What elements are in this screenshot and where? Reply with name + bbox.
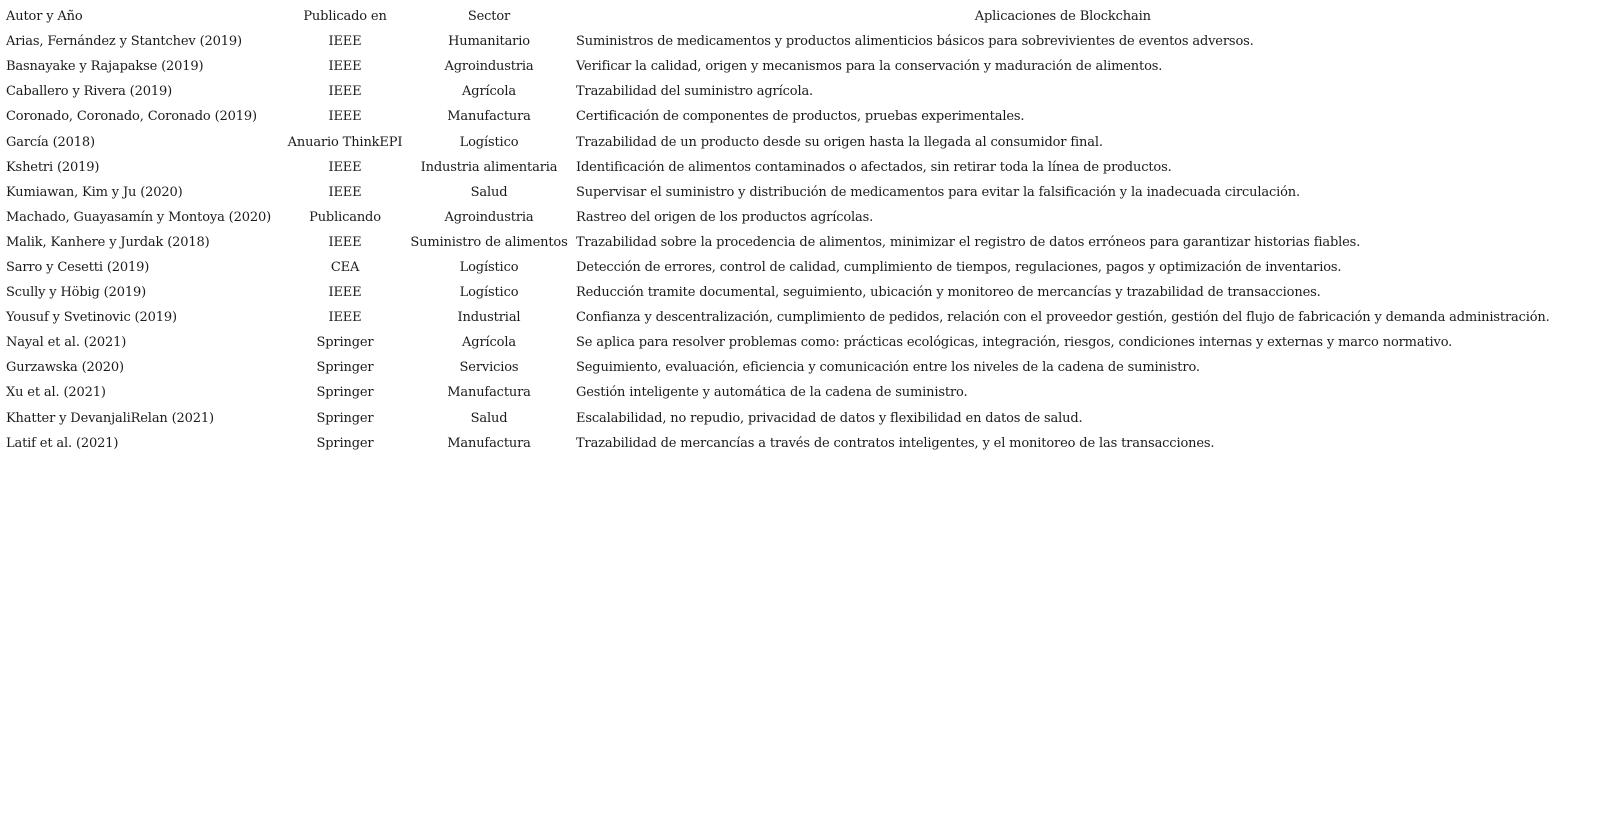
cell-sector: Agrícola [462,335,516,351]
cell-sector: Manufactura [447,385,531,401]
cell-published: Publicando [309,209,381,225]
cell-applications: Verificar la calidad, origen y mecanismos para la conservación y maduración de alimentos. [576,59,1163,75]
cell-sector: Agrícola [462,84,516,100]
table-row [6,29,1550,54]
cell-sector: Logístico [459,134,519,150]
header-row [6,4,1550,29]
table-row [6,54,1550,79]
cell-sector: Logístico [459,259,519,275]
cell-applications: Trazabilidad sobre la procedencia de alimentos, minimizar el registro de datos erróneos para garantizar historias fiables. [576,234,1361,250]
cell-sector: Salud [470,184,508,200]
header-author: Autor y Año [6,9,83,25]
cell-author: Yousuf y Svetinovic (2019) [6,310,177,326]
cell-applications: Se aplica para resolver problemas como: prácticas ecológicas, integración, riesgos, condiciones internas y externas y marco normativo. [576,335,1453,351]
cell-author: Caballero y Rivera (2019) [6,84,172,100]
cell-sector: Servicios [459,360,519,376]
cell-published: IEEE [328,59,362,75]
table-row [6,129,1550,154]
cell-published: Springer [316,335,374,351]
cell-author: Khatter y DevanjaliRelan (2021) [6,410,214,426]
table-row [6,406,1550,431]
cell-author: Sarro y Cesetti (2019) [6,259,150,275]
table-header [6,4,1550,29]
cell-sector: Industria alimentaria [420,159,558,175]
cell-published: Springer [316,360,374,376]
cell-author: García (2018) [6,134,95,150]
cell-applications: Seguimiento, evaluación, eficiencia y comunicación entre los niveles de la cadena de suministro. [576,360,1200,376]
cell-published: Springer [316,435,374,451]
cell-published: CEA [330,259,360,275]
cell-author: Basnayake y Rajapakse (2019) [6,59,204,75]
table-row [6,155,1550,180]
cell-author: Scully y Höbig (2019) [6,285,147,301]
cell-applications: Trazabilidad de un producto desde su origen hasta la llegada al consumidor final. [576,134,1103,150]
table-row [6,355,1550,380]
cell-applications: Reducción tramite documental, seguimiento, ubicación y monitoreo de mercancías y trazabilidad de transacciones. [576,285,1321,301]
table-row [6,380,1550,405]
cell-published: IEEE [328,310,362,326]
cell-applications: Detección de errores, control de calidad, cumplimiento de tiempos, regulaciones, pagos y optimización de inventarios. [576,259,1342,275]
cell-published: Springer [316,410,374,426]
cell-sector: Industrial [457,310,521,326]
cell-sector: Suministro de alimentos [410,234,568,250]
cell-sector: Humanitario [448,34,530,50]
header-sector: Sector [467,9,511,25]
cell-applications: Confianza y descentralización, cumplimiento de pedidos, relación con el proveedor gestión, gestión del flujo de fabricación y demanda administración. [576,310,1550,326]
table-row [6,305,1550,330]
cell-published: IEEE [328,109,362,125]
cell-author: Machado, Guayasamín y Montoya (2020) [6,209,271,225]
cell-author: Kshetri (2019) [6,159,100,175]
cell-author: Nayal et al. (2021) [6,335,127,351]
cell-published: IEEE [328,285,362,301]
cell-applications: Certificación de componentes de productos, pruebas experimentales. [576,109,1025,125]
cell-sector: Agroindustria [444,209,534,225]
cell-published: Anuario ThinkEPI [287,134,403,150]
header-applications: Aplicaciones de Blockchain [974,9,1151,25]
cell-sector: Manufactura [447,435,531,451]
cell-published: IEEE [328,34,362,50]
cell-author: Coronado, Coronado, Coronado (2019) [6,109,257,125]
cell-published: Springer [316,385,374,401]
cell-published: IEEE [328,84,362,100]
cell-sector: Manufactura [447,109,531,125]
cell-applications: Escalabilidad, no repudio, privacidad de datos y flexibilidad en datos de salud. [576,410,1083,426]
cell-applications: Identificación de alimentos contaminados o afectados, sin retirar toda la línea de productos. [576,159,1172,175]
cell-sector: Agroindustria [444,59,534,75]
cell-sector: Salud [470,410,508,426]
cell-author: Arias, Fernández y Stantchev (2019) [6,34,242,50]
cell-author: Xu et al. (2021) [6,385,106,401]
table-body [6,29,1550,456]
table-row [6,280,1550,305]
cell-published: IEEE [328,184,362,200]
table-row [6,255,1550,280]
table-row [6,230,1550,255]
cell-sector: Logístico [459,285,519,301]
cell-applications: Supervisar el suministro y distribución de medicamentos para evitar la falsificación y la inadecuada circulación. [576,184,1301,200]
cell-author: Kumiawan, Kim y Ju (2020) [6,184,183,200]
cell-applications: Gestión inteligente y automática de la cadena de suministro. [576,385,968,401]
cell-applications: Rastreo del origen de los productos agrícolas. [576,209,874,225]
table-row [6,431,1550,456]
cell-author: Gurzawska (2020) [6,360,124,376]
blockchain-applications-table [6,4,1550,456]
header-published: Publicado en [303,9,387,25]
table-row [6,79,1550,104]
table-row [6,104,1550,129]
table-row [6,180,1550,205]
cell-applications: Trazabilidad de mercancías a través de contratos inteligentes, y el monitoreo de las transacciones. [576,435,1215,451]
cell-author: Latif et al. (2021) [6,435,119,451]
cell-published: IEEE [328,159,362,175]
table-row [6,330,1550,355]
cell-applications: Trazabilidad del suministro agrícola. [576,84,814,100]
cell-author: Malik, Kanhere y Jurdak (2018) [6,234,210,250]
cell-published: IEEE [328,234,362,250]
table-row [6,205,1550,230]
cell-applications: Suministros de medicamentos y productos alimenticios básicos para sobrevivientes de eventos adversos. [576,34,1254,50]
